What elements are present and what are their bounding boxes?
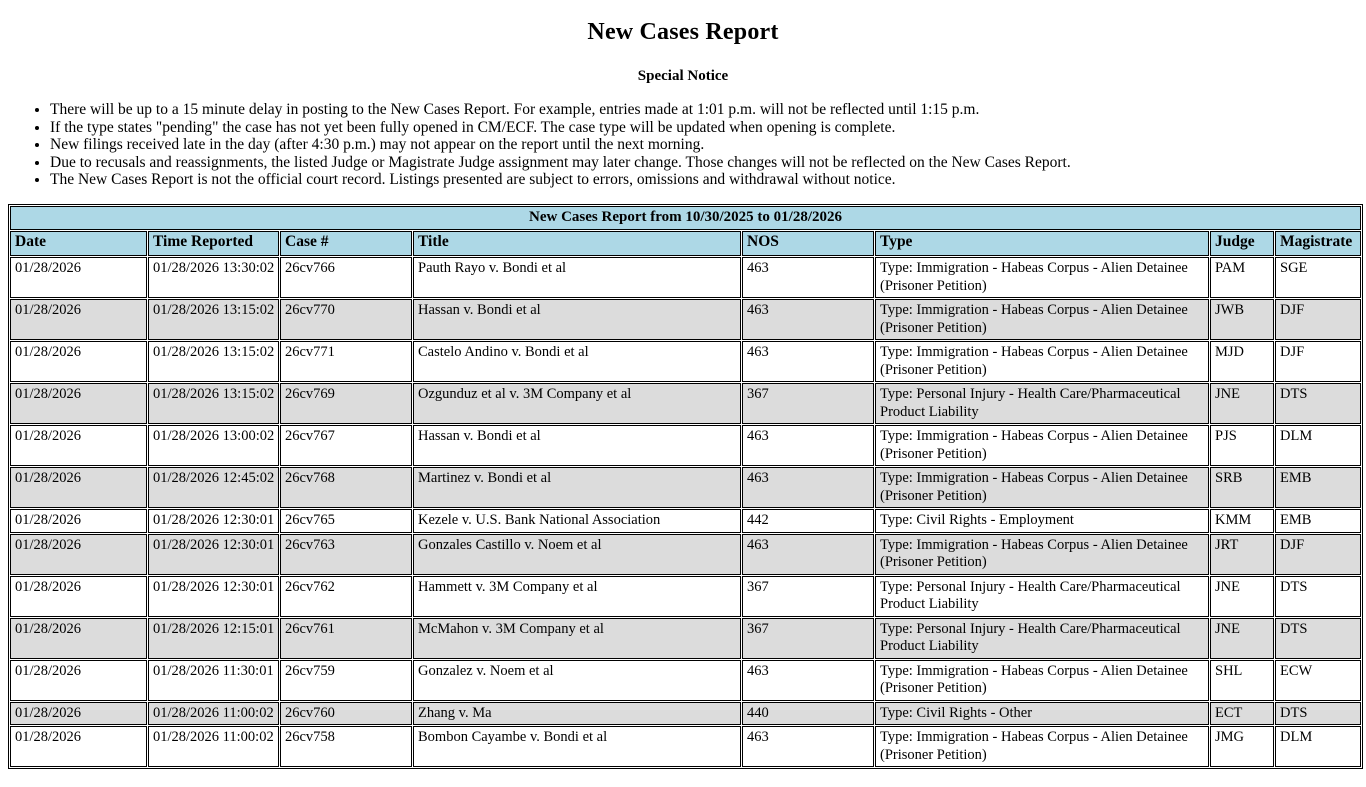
cell-nos: 367 [742, 576, 874, 617]
table-row [10, 702, 1361, 726]
table-caption: New Cases Report from 10/30/2025 to 01/28/2026 [10, 206, 1361, 230]
notice-item: • New filings received late in the day (after 4:30 p.m.) may not appear on the report until the next morning. [50, 136, 1366, 153]
cell-judge: JRT [1210, 534, 1274, 575]
cell-title: Hassan v. Bondi et al [413, 425, 741, 466]
cell-title: Ozgunduz et al v. 3M Company et al [413, 383, 741, 424]
cell-date: 01/28/2026 [10, 299, 147, 340]
cell-type: Type: Immigration - Habeas Corpus - Alien Detainee (Prisoner Petition) [875, 341, 1209, 382]
column-header-judge[interactable]: Judge [1210, 231, 1274, 256]
table-row [10, 726, 1361, 767]
column-header-nos[interactable]: NOS [742, 231, 874, 256]
cell-time-reported: 01/28/2026 13:15:02 [148, 383, 279, 424]
cell-time-reported: 01/28/2026 12:45:02 [148, 467, 279, 508]
cell-date: 01/28/2026 [10, 576, 147, 617]
cell-type: Type: Immigration - Habeas Corpus - Alien Detainee (Prisoner Petition) [875, 467, 1209, 508]
cell-judge: SHL [1210, 660, 1274, 701]
cell-title: Martinez v. Bondi et al [413, 467, 741, 508]
table-row [10, 257, 1361, 298]
table-row [10, 467, 1361, 508]
cell-nos: 367 [742, 618, 874, 659]
cell-case-number[interactable]: 26cv767 [280, 425, 412, 466]
notice-item: • Due to recusals and reassignments, the listed Judge or Magistrate Judge assignment may later change. Those changes will not be reflected on the New Cases Report. [50, 154, 1366, 171]
cell-magistrate: DTS [1275, 383, 1361, 424]
cell-judge: JMG [1210, 726, 1274, 767]
cell-time-reported: 01/28/2026 12:30:01 [148, 509, 279, 533]
table-row [10, 509, 1361, 533]
cell-time-reported: 01/28/2026 11:30:01 [148, 660, 279, 701]
cell-case-number[interactable]: 26cv759 [280, 660, 412, 701]
cell-case-number[interactable]: 26cv762 [280, 576, 412, 617]
cell-nos: 463 [742, 726, 874, 767]
cell-magistrate: DJF [1275, 299, 1361, 340]
notice-item: • The New Cases Report is not the official court record. Listings presented are subject to errors, omissions and withdrawal without notice. [50, 171, 1366, 188]
cell-type: Type: Immigration - Habeas Corpus - Alien Detainee (Prisoner Petition) [875, 299, 1209, 340]
cell-judge: ECT [1210, 702, 1274, 726]
table-row [10, 618, 1361, 659]
cell-date: 01/28/2026 [10, 702, 147, 726]
cell-date: 01/28/2026 [10, 726, 147, 767]
cell-date: 01/28/2026 [10, 618, 147, 659]
cell-date: 01/28/2026 [10, 467, 147, 508]
notice-item: • There will be up to a 15 minute delay in posting to the New Cases Report. For example, entries made at 1:01 p.m. will not be reflected until 1:15 p.m. [50, 101, 1366, 118]
special-notice-list [0, 101, 1366, 188]
cell-type: Type: Immigration - Habeas Corpus - Alien Detainee (Prisoner Petition) [875, 257, 1209, 298]
table-row [10, 425, 1361, 466]
cell-case-number[interactable]: 26cv763 [280, 534, 412, 575]
cell-nos: 463 [742, 257, 874, 298]
cell-nos: 440 [742, 702, 874, 726]
cell-nos: 463 [742, 299, 874, 340]
cell-time-reported: 01/28/2026 13:15:02 [148, 341, 279, 382]
cell-time-reported: 01/28/2026 13:00:02 [148, 425, 279, 466]
cell-case-number[interactable]: 26cv768 [280, 467, 412, 508]
cell-case-number[interactable]: 26cv769 [280, 383, 412, 424]
cell-date: 01/28/2026 [10, 257, 147, 298]
cell-magistrate: DLM [1275, 726, 1361, 767]
page-title: New Cases Report [587, 19, 779, 45]
cell-case-number[interactable]: 26cv770 [280, 299, 412, 340]
cases-table-container [0, 204, 1366, 769]
cell-type: Type: Civil Rights - Other [875, 702, 1209, 726]
cell-title: McMahon v. 3M Company et al [413, 618, 741, 659]
cell-title: Hassan v. Bondi et al [413, 299, 741, 340]
cell-time-reported: 01/28/2026 13:30:02 [148, 257, 279, 298]
report-page [0, 19, 1366, 769]
table-row [10, 341, 1361, 382]
special-notice-heading: Special Notice [637, 68, 729, 84]
cell-time-reported: 01/28/2026 12:15:01 [148, 618, 279, 659]
cell-title: Bombon Cayambe v. Bondi et al [413, 726, 741, 767]
cell-time-reported: 01/28/2026 12:30:01 [148, 534, 279, 575]
cell-date: 01/28/2026 [10, 425, 147, 466]
cell-type: Type: Personal Injury - Health Care/Pharmaceutical Product Liability [875, 576, 1209, 617]
cell-magistrate: DTS [1275, 576, 1361, 617]
cell-time-reported: 01/28/2026 13:15:02 [148, 299, 279, 340]
cell-title: Hammett v. 3M Company et al [413, 576, 741, 617]
cell-magistrate: DTS [1275, 702, 1361, 726]
cell-case-number[interactable]: 26cv771 [280, 341, 412, 382]
cell-magistrate: SGE [1275, 257, 1361, 298]
cell-judge: JWB [1210, 299, 1274, 340]
cell-nos: 463 [742, 660, 874, 701]
cell-nos: 463 [742, 467, 874, 508]
cell-judge: MJD [1210, 341, 1274, 382]
cell-judge: JNE [1210, 618, 1274, 659]
cell-case-number[interactable]: 26cv766 [280, 257, 412, 298]
column-header-magistrate[interactable]: Magistrate [1275, 231, 1361, 256]
cell-date: 01/28/2026 [10, 660, 147, 701]
table-row [10, 660, 1361, 701]
cell-type: Type: Immigration - Habeas Corpus - Alien Detainee (Prisoner Petition) [875, 425, 1209, 466]
cell-magistrate: EMB [1275, 509, 1361, 533]
cell-title: Castelo Andino v. Bondi et al [413, 341, 741, 382]
cell-type: Type: Civil Rights - Employment [875, 509, 1209, 533]
cell-judge: PAM [1210, 257, 1274, 298]
column-header-time-reported[interactable]: Time Reported [148, 231, 279, 256]
cell-nos: 463 [742, 425, 874, 466]
cell-nos: 442 [742, 509, 874, 533]
cell-type: Type: Immigration - Habeas Corpus - Alien Detainee (Prisoner Petition) [875, 660, 1209, 701]
cell-title: Pauth Rayo v. Bondi et al [413, 257, 741, 298]
table-row [10, 534, 1361, 575]
cell-magistrate: ECW [1275, 660, 1361, 701]
cell-judge: KMM [1210, 509, 1274, 533]
cell-nos: 367 [742, 383, 874, 424]
cell-type: Type: Immigration - Habeas Corpus - Alien Detainee (Prisoner Petition) [875, 534, 1209, 575]
cell-judge: SRB [1210, 467, 1274, 508]
cell-nos: 463 [742, 341, 874, 382]
cell-magistrate: DTS [1275, 618, 1361, 659]
cell-time-reported: 01/28/2026 11:00:02 [148, 702, 279, 726]
cell-case-number[interactable]: 26cv760 [280, 702, 412, 726]
column-header-type[interactable]: Type [875, 231, 1209, 256]
cell-title: Gonzales Castillo v. Noem et al [413, 534, 741, 575]
cell-magistrate: DJF [1275, 341, 1361, 382]
cell-title: Zhang v. Ma [413, 702, 741, 726]
table-row [10, 299, 1361, 340]
table-header-row [10, 231, 1361, 256]
column-header-case-number[interactable]: Case # [280, 231, 412, 256]
cell-magistrate: DLM [1275, 425, 1361, 466]
cell-time-reported: 01/28/2026 12:30:01 [148, 576, 279, 617]
cell-date: 01/28/2026 [10, 534, 147, 575]
cell-case-number[interactable]: 26cv761 [280, 618, 412, 659]
cell-magistrate: EMB [1275, 467, 1361, 508]
cell-time-reported: 01/28/2026 11:00:02 [148, 726, 279, 767]
table-row [10, 576, 1361, 617]
cell-judge: JNE [1210, 383, 1274, 424]
cell-title: Gonzalez v. Noem et al [413, 660, 741, 701]
cell-type: Type: Personal Injury - Health Care/Pharmaceutical Product Liability [875, 618, 1209, 659]
cell-judge: JNE [1210, 576, 1274, 617]
cell-case-number[interactable]: 26cv765 [280, 509, 412, 533]
cell-judge: PJS [1210, 425, 1274, 466]
column-header-date[interactable]: Date [10, 231, 147, 256]
notice-item: • If the type states "pending" the case has not yet been fully opened in CM/ECF. The case type will be updated when opening is complete. [50, 119, 1366, 136]
cell-date: 01/28/2026 [10, 383, 147, 424]
cell-date: 01/28/2026 [10, 341, 147, 382]
cell-type: Type: Personal Injury - Health Care/Pharmaceutical Product Liability [875, 383, 1209, 424]
cell-date: 01/28/2026 [10, 509, 147, 533]
cell-nos: 463 [742, 534, 874, 575]
cell-case-number[interactable]: 26cv758 [280, 726, 412, 767]
column-header-title[interactable]: Title [413, 231, 741, 256]
table-caption-row [10, 206, 1361, 230]
table-row [10, 383, 1361, 424]
cell-title: Kezele v. U.S. Bank National Association [413, 509, 741, 533]
cell-type: Type: Immigration - Habeas Corpus - Alien Detainee (Prisoner Petition) [875, 726, 1209, 767]
new-cases-table [8, 204, 1363, 769]
cell-magistrate: DJF [1275, 534, 1361, 575]
